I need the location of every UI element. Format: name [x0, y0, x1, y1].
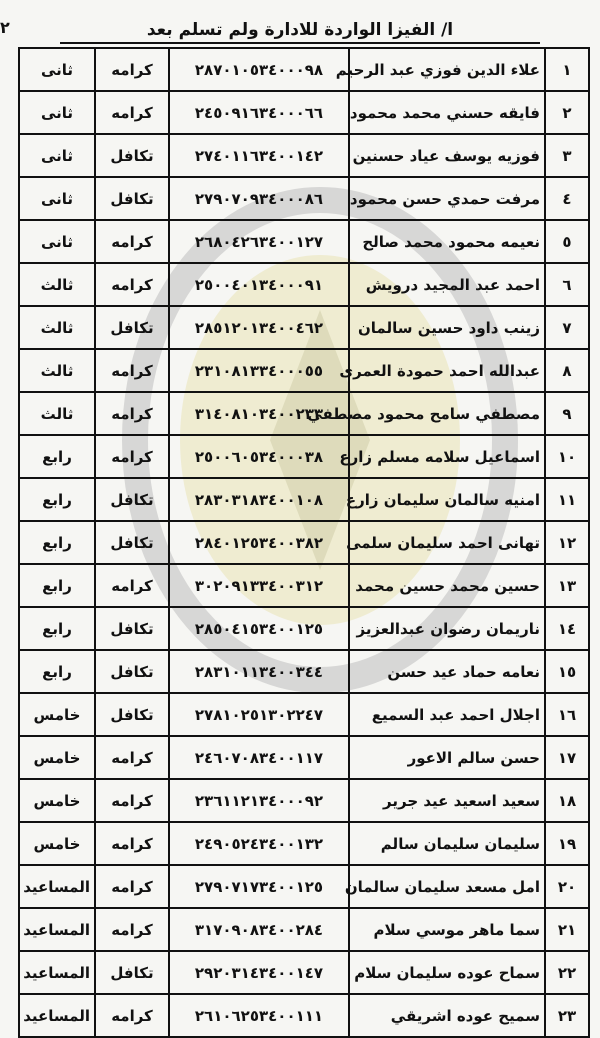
stage-cell: ثالث — [19, 263, 95, 306]
beneficiary-name-cell: امنيه سالمان سليمان زارع — [349, 478, 545, 521]
table-row — [19, 908, 589, 951]
national-id-cell: ٢٤٩٠٥٢٤٣٤٠٠١٣٢ — [169, 822, 349, 865]
national-id-cell: ٢٧٩٠٧٠٩٣٤٠٠٠٨٦ — [169, 177, 349, 220]
table-row — [19, 650, 589, 693]
table-row — [19, 349, 589, 392]
beneficiary-name-cell: سميح عوده اشريقي — [349, 994, 545, 1037]
program-type-cell: كرامه — [95, 220, 169, 263]
beneficiary-name-cell: سما ماهر موسي سلام — [349, 908, 545, 951]
row-number-cell: ١٩ — [545, 822, 589, 865]
program-type-cell: كرامه — [95, 908, 169, 951]
national-id-cell: ٢٩٢٠٣١٤٣٤٠٠١٤٧ — [169, 951, 349, 994]
stage-cell: خامس — [19, 736, 95, 779]
stage-cell: رابع — [19, 435, 95, 478]
row-number-cell: ١٢ — [545, 521, 589, 564]
stage-cell: رابع — [19, 521, 95, 564]
table-row — [19, 392, 589, 435]
beneficiary-name-cell: مرفت حمدي حسن محمود — [349, 177, 545, 220]
stage-cell: المساعيد — [19, 865, 95, 908]
table-row — [19, 306, 589, 349]
stage-cell: ثانى — [19, 134, 95, 177]
program-type-cell: تكافل — [95, 521, 169, 564]
row-number-cell: ١٠ — [545, 435, 589, 478]
national-id-cell: ٢٣٦١١٢١٣٤٠٠٠٩٢ — [169, 779, 349, 822]
row-number-cell: ١٤ — [545, 607, 589, 650]
stage-cell: ثانى — [19, 91, 95, 134]
beneficiary-name-cell: نعامه حماد عيد حسن — [349, 650, 545, 693]
program-type-cell: كرامه — [95, 736, 169, 779]
program-type-cell: كرامه — [95, 779, 169, 822]
program-type-cell: كرامه — [95, 435, 169, 478]
program-type-cell: كرامه — [95, 865, 169, 908]
beneficiary-name-cell: امل مسعد سليمان سالمان — [349, 865, 545, 908]
row-number-cell: ٢١ — [545, 908, 589, 951]
beneficiary-name-cell: عبدالله احمد حمودة العمرى — [349, 349, 545, 392]
beneficiary-name-cell: احمد عبد المجيد درويش — [349, 263, 545, 306]
row-number-cell: ١٨ — [545, 779, 589, 822]
stage-cell: ثانى — [19, 48, 95, 91]
national-id-cell: ٢٦١٠٦٢٥٣٤٠٠١١١ — [169, 994, 349, 1037]
stage-cell: رابع — [19, 607, 95, 650]
program-type-cell: تكافل — [95, 607, 169, 650]
table-row — [19, 263, 589, 306]
program-type-cell: تكافل — [95, 650, 169, 693]
program-type-cell: تكافل — [95, 306, 169, 349]
national-id-cell: ٢٨٤٠١٢٥٣٤٠٠٣٨٢ — [169, 521, 349, 564]
national-id-cell: ٢٨٣١٠١١٣٤٠٠٣٤٤ — [169, 650, 349, 693]
national-id-cell: ٢٨٥١٢٠١٣٤٠٠٤٦٢ — [169, 306, 349, 349]
beneficiary-name-cell: سماح عوده سليمان سلام — [349, 951, 545, 994]
beneficiary-name-cell: مصطفي سامح محمود مصطفي — [349, 392, 545, 435]
program-type-cell: كرامه — [95, 48, 169, 91]
national-id-cell: ٢٧٩٠٧١٧٣٤٠٠١٢٥ — [169, 865, 349, 908]
stage-cell: المساعيد — [19, 994, 95, 1037]
row-number-cell: ١١ — [545, 478, 589, 521]
table-row — [19, 91, 589, 134]
stage-cell: ثالث — [19, 349, 95, 392]
row-number-cell: ١٧ — [545, 736, 589, 779]
national-id-cell: ٣١٤٠٨١٠٣٤٠٠٢٣٣ — [169, 392, 349, 435]
stage-cell: خامس — [19, 693, 95, 736]
row-number-cell: ٥ — [545, 220, 589, 263]
beneficiary-name-cell: تهانى احمد سليمان سلمى — [349, 521, 545, 564]
program-type-cell: كرامه — [95, 91, 169, 134]
table-row — [19, 220, 589, 263]
row-number-cell: ٢٠ — [545, 865, 589, 908]
stage-cell: رابع — [19, 564, 95, 607]
table-row — [19, 48, 589, 91]
row-number-cell: ١٣ — [545, 564, 589, 607]
row-number-cell: ١٦ — [545, 693, 589, 736]
table-row — [19, 478, 589, 521]
beneficiary-table-body — [19, 48, 589, 1037]
program-type-cell: كرامه — [95, 349, 169, 392]
program-type-cell: تكافل — [95, 134, 169, 177]
beneficiary-name-cell: نعيمه محمود محمد صالح — [349, 220, 545, 263]
national-id-cell: ٢٥٠٠٤٠١٣٤٠٠٠٩١ — [169, 263, 349, 306]
table-row — [19, 822, 589, 865]
table-row — [19, 435, 589, 478]
beneficiary-table — [18, 47, 590, 1038]
national-id-cell: ٣٠٢٠٩١٣٣٤٠٠٣١٢ — [169, 564, 349, 607]
table-row — [19, 779, 589, 822]
beneficiary-name-cell: سعيد اسعيد عيد جرير — [349, 779, 545, 822]
row-number-cell: ١٥ — [545, 650, 589, 693]
program-type-cell: تكافل — [95, 478, 169, 521]
national-id-cell: ٢٧٤٠١١٦٣٤٠٠١٤٢ — [169, 134, 349, 177]
national-id-cell: ٢٤٦٠٧٠٨٣٤٠٠١١٧ — [169, 736, 349, 779]
national-id-cell: ٢٥٠٠٦٠٥٣٤٠٠٠٣٨ — [169, 435, 349, 478]
table-row — [19, 177, 589, 220]
row-number-cell: ١ — [545, 48, 589, 91]
national-id-cell: ٢٨٧٠١٠٥٣٤٠٠٠٩٨ — [169, 48, 349, 91]
stage-cell: المساعيد — [19, 908, 95, 951]
row-number-cell: ٦ — [545, 263, 589, 306]
beneficiary-name-cell: حسين محمد حسين محمد — [349, 564, 545, 607]
program-type-cell: تكافل — [95, 951, 169, 994]
program-type-cell: تكافل — [95, 177, 169, 220]
table-row — [19, 134, 589, 177]
table-row — [19, 693, 589, 736]
row-number-cell: ٢٣ — [545, 994, 589, 1037]
beneficiary-name-cell: فايقه حسني محمد محمود — [349, 91, 545, 134]
stage-cell: ثانى — [19, 177, 95, 220]
beneficiary-name-cell: سليمان سليمان سالم — [349, 822, 545, 865]
program-type-cell: تكافل — [95, 693, 169, 736]
row-number-cell: ٨ — [545, 349, 589, 392]
stage-cell: رابع — [19, 650, 95, 693]
row-number-cell: ٩ — [545, 392, 589, 435]
stage-cell: خامس — [19, 822, 95, 865]
program-type-cell: كرامه — [95, 994, 169, 1037]
corner-mark: ٢ — [0, 18, 10, 37]
stage-cell: ثالث — [19, 392, 95, 435]
table-row — [19, 994, 589, 1037]
beneficiary-name-cell: حسن سالم الاعور — [349, 736, 545, 779]
stage-cell: المساعيد — [19, 951, 95, 994]
stage-cell: ثانى — [19, 220, 95, 263]
beneficiary-name-cell: فوزيه يوسف عياد حسنين — [349, 134, 545, 177]
beneficiary-name-cell: ناريمان رضوان عبدالعزيز — [349, 607, 545, 650]
table-row — [19, 607, 589, 650]
program-type-cell: كرامه — [95, 392, 169, 435]
row-number-cell: ٣ — [545, 134, 589, 177]
table-row — [19, 865, 589, 908]
national-id-cell: ٢٧٨١٠٢٥١٣٠٢٢٤٧ — [169, 693, 349, 736]
beneficiary-name-cell: زينب داود حسين سالمان — [349, 306, 545, 349]
table-row — [19, 521, 589, 564]
page-title: ا/ الفيزا الواردة للادارة ولم تسلم بعد — [60, 20, 540, 44]
national-id-cell: ٢٦٨٠٤٢٦٣٤٠٠١٢٧ — [169, 220, 349, 263]
national-id-cell: ٢٤٥٠٩١٦٣٤٠٠٠٦٦ — [169, 91, 349, 134]
stage-cell: رابع — [19, 478, 95, 521]
national-id-cell: ٢٨٥٠٤١٥٣٤٠٠١٢٥ — [169, 607, 349, 650]
row-number-cell: ٢٢ — [545, 951, 589, 994]
stage-cell: خامس — [19, 779, 95, 822]
row-number-cell: ٤ — [545, 177, 589, 220]
table-row — [19, 564, 589, 607]
table-row — [19, 951, 589, 994]
beneficiary-name-cell: اسماعيل سلامه مسلم زارع — [349, 435, 545, 478]
national-id-cell: ٣١٧٠٩٠٨٣٤٠٠٢٨٤ — [169, 908, 349, 951]
row-number-cell: ٧ — [545, 306, 589, 349]
program-type-cell: كرامه — [95, 564, 169, 607]
program-type-cell: كرامه — [95, 822, 169, 865]
table-row — [19, 736, 589, 779]
national-id-cell: ٢٣١٠٨١٣٣٤٠٠٠٥٥ — [169, 349, 349, 392]
stage-cell: ثالث — [19, 306, 95, 349]
program-type-cell: كرامه — [95, 263, 169, 306]
row-number-cell: ٢ — [545, 91, 589, 134]
national-id-cell: ٢٨٣٠٣١٨٣٤٠٠١٠٨ — [169, 478, 349, 521]
beneficiary-name-cell: اجلال احمد عبد السميع — [349, 693, 545, 736]
beneficiary-name-cell: علاء الدين فوزي عبد الرحيم — [349, 48, 545, 91]
